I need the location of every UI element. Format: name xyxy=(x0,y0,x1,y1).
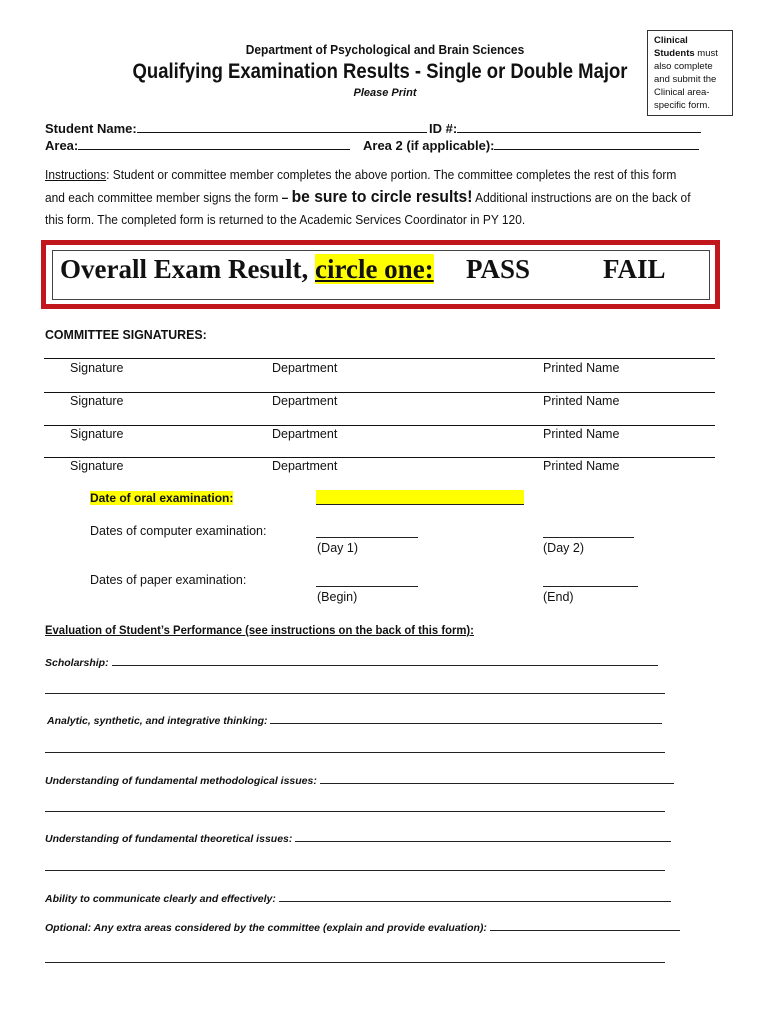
analytic-line[interactable] xyxy=(270,713,662,724)
instructions-line-3 xyxy=(45,209,680,231)
result-pass[interactable]: PASS xyxy=(466,254,531,284)
page-title: Qualifying Examination Results - Single or Double Major xyxy=(132,60,628,83)
instructions-dash: – xyxy=(278,190,292,205)
printed-name-label: Printed Name xyxy=(543,394,620,408)
student-name-line[interactable] xyxy=(137,120,427,133)
paper-exam-label: Dates of paper examination: xyxy=(90,573,247,587)
department-label: Department xyxy=(272,459,338,473)
day2-label: (Day 2) xyxy=(543,541,584,555)
instructions-text-3b: . The completed form is returned to the Academic Services Coordinator in PY 120. xyxy=(90,212,526,227)
communicate-label: Ability to communicate clearly and effectively: xyxy=(45,893,276,905)
optional-line[interactable] xyxy=(490,920,680,931)
theoretical-label: Understanding of fundamental theoretical issues: xyxy=(45,833,293,845)
methodological-line[interactable] xyxy=(320,773,674,784)
optional-line-2[interactable] xyxy=(45,962,665,963)
optional-field xyxy=(45,920,680,934)
begin-label: (Begin) xyxy=(317,590,358,604)
optional-label: Optional: Any extra areas considered by the committee (explain and provide evaluation): xyxy=(45,922,487,934)
department-name: Department of Psychological and Brain Sciences xyxy=(245,42,525,57)
day1-label: (Day 1) xyxy=(317,541,358,555)
result-fail[interactable]: FAIL xyxy=(603,254,666,284)
methodological-line-2[interactable] xyxy=(45,811,665,812)
student-name-field xyxy=(45,120,427,136)
signature-label: Signature xyxy=(70,361,124,375)
evaluation-heading: Evaluation of Student’s Performance (see instructions on the back of this form): xyxy=(45,623,474,637)
signature-label: Signature xyxy=(70,459,124,473)
scholarship-label: Scholarship: xyxy=(45,657,109,669)
printed-name-label: Printed Name xyxy=(543,427,620,441)
instructions-text-2a: and each committee member signs the form xyxy=(45,190,279,205)
end-label: (End) xyxy=(543,590,574,604)
clinical-note-text: must also complete and submit the Clinical area-specific form. xyxy=(654,48,718,111)
signature-label: Signature xyxy=(70,394,124,408)
clinical-note-bold: Clinical Students xyxy=(654,35,695,59)
analytic-line-2[interactable] xyxy=(45,752,665,753)
methodological-label: Understanding of fundamental methodological issues: xyxy=(45,775,317,787)
department-label: Department xyxy=(272,361,338,375)
oral-exam-date-field[interactable] xyxy=(316,490,524,505)
area-field xyxy=(45,137,350,153)
please-print-note: Please Print xyxy=(353,87,417,99)
analytic-field xyxy=(47,713,662,727)
theoretical-field xyxy=(45,831,671,845)
department-label: Department xyxy=(272,394,338,408)
scholarship-line-2[interactable] xyxy=(45,693,665,694)
computer-day1-field[interactable] xyxy=(316,525,418,538)
communicate-field xyxy=(45,891,671,905)
instructions-text-3a: this form xyxy=(45,212,91,227)
scholarship-field xyxy=(45,655,658,669)
signature-line-3[interactable] xyxy=(44,425,715,426)
printed-name-label: Printed Name xyxy=(543,361,620,375)
instructions-line-1 xyxy=(45,164,680,186)
instructions-text-1: : Student or committee member completes the above portion. The committee completes the rest of this form xyxy=(106,167,677,182)
signature-line-1[interactable] xyxy=(44,358,715,359)
id-label: ID #: xyxy=(429,121,458,136)
signature-line-2[interactable] xyxy=(44,392,715,393)
instructions-line-2 xyxy=(45,186,691,209)
area-line[interactable] xyxy=(78,137,350,150)
printed-name-label: Printed Name xyxy=(543,459,620,473)
scholarship-line[interactable] xyxy=(112,655,658,666)
result-label: Overall Exam Result, xyxy=(60,254,309,284)
student-name-label: Student Name: xyxy=(45,121,137,136)
computer-day2-field[interactable] xyxy=(543,525,634,538)
instructions-text-2b: Additional instructions are on the back of xyxy=(472,190,691,205)
instructions-block xyxy=(45,164,735,231)
area2-label: Area 2 (if applicable): xyxy=(363,138,495,153)
signature-label: Signature xyxy=(70,427,124,441)
methodological-field xyxy=(45,773,674,787)
signature-line-4[interactable] xyxy=(44,457,715,458)
result-row xyxy=(60,254,434,285)
computer-exam-label: Dates of computer examination: xyxy=(90,524,267,538)
area-label: Area: xyxy=(45,138,79,153)
result-circle-instruction: circle one: xyxy=(314,254,434,284)
id-field xyxy=(429,120,701,136)
theoretical-line[interactable] xyxy=(295,831,671,842)
oral-exam-label: Date of oral examination: xyxy=(90,491,234,505)
area2-line[interactable] xyxy=(494,137,699,150)
committee-heading: COMMITTEE SIGNATURES: xyxy=(45,327,207,342)
clinical-note-box xyxy=(647,30,733,116)
communicate-line[interactable] xyxy=(279,891,671,902)
department-label: Department xyxy=(272,427,338,441)
theoretical-line-2[interactable] xyxy=(45,870,665,871)
area2-field xyxy=(363,137,699,153)
paper-end-field[interactable] xyxy=(543,574,638,587)
paper-begin-field[interactable] xyxy=(316,574,418,587)
analytic-label: Analytic, synthetic, and integrative thinking: xyxy=(47,715,268,727)
instructions-label: Instructions xyxy=(45,167,107,182)
instructions-emphasis: be sure to circle results! xyxy=(291,187,473,206)
id-line[interactable] xyxy=(457,120,701,133)
